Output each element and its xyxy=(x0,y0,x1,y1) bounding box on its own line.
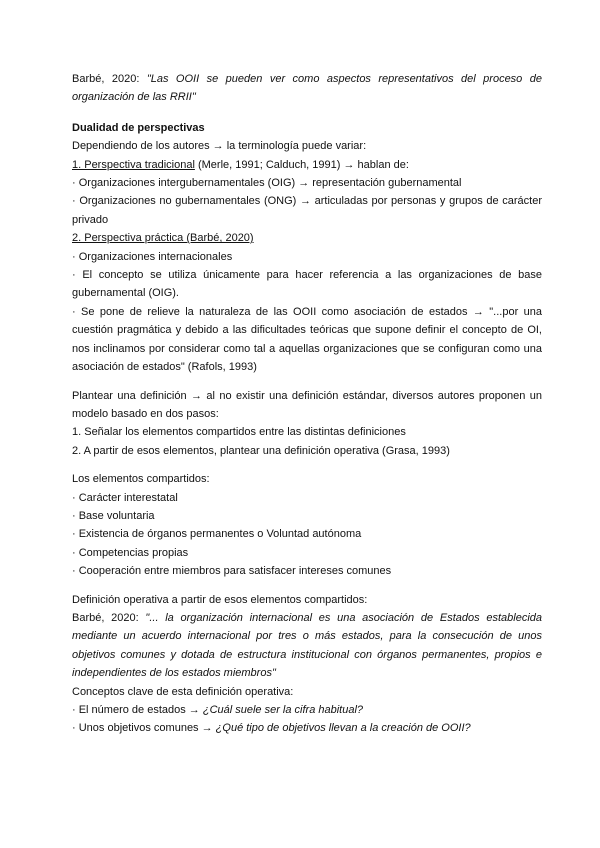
operativa-title: Definición operativa a partir de esos elementos compartidos: xyxy=(72,593,368,606)
definicion-paragraph-cont: modelo basado en dos pasos: xyxy=(72,407,219,420)
step-item: 2. A partir de esos elementos, plantear una definición operativa (Grasa, 1993) xyxy=(72,444,450,457)
section-title: Dualidad de perspectivas xyxy=(72,121,205,134)
list-item-continuation: cuestión pragmática y debido a las dificultades teóricas que supone definir el concepto de OI, xyxy=(72,324,542,337)
perspectiva-practica-heading: 2. Perspectiva práctica (Barbé, 2020) xyxy=(72,232,254,245)
list-item: · Competencias propias xyxy=(72,546,189,559)
elementos-title: Los elementos compartidos: xyxy=(72,473,210,486)
operativa-quote-line3: objetivos comunes y dotada de estructura institucional con órganos permanentes, propios e xyxy=(72,648,542,661)
quote1-line1: Barbé, 2020: "Las OOII se pueden ver como aspectos representativos del proceso de xyxy=(72,73,542,85)
operativa-quote-line2: mediante un acuerdo internacional por tres o más estados, para la consecución de unos xyxy=(72,630,542,643)
step-item: 1. Señalar los elementos compartidos entre las distintas definiciones xyxy=(72,426,406,439)
list-item: · Organizaciones internacionales xyxy=(72,250,233,263)
list-item: · Base voluntaria xyxy=(72,509,155,522)
list-item: · El concepto se utiliza únicamente para hacer referencia a las organizaciones de base xyxy=(72,269,542,282)
perspectiva-tradicional-heading: 1. Perspectiva tradicional (Merle, 1991; Calduch, 1991) → hablan de: xyxy=(72,158,409,171)
list-item-continuation: gubernamental (OIG). xyxy=(72,287,179,300)
list-item-continuation: asociación de estados" (Rafols, 1993) xyxy=(72,361,257,374)
intro-text: Dependiendo de los autores → la terminología puede variar: xyxy=(72,140,367,153)
list-item: · Organizaciones intergubernamentales (OIG) → representación gubernamental xyxy=(72,177,462,190)
concept-item: · Unos objetivos comunes → ¿Qué tipo de objetivos llevan a la creación de OOII? xyxy=(72,722,471,735)
document-page xyxy=(72,70,542,738)
operativa-quote-line1: Barbé, 2020: "... la organización internacional es una asociación de Estados establecida xyxy=(72,611,542,624)
concepts-title: Conceptos clave de esta definición operativa: xyxy=(72,685,294,698)
operativa-quote-line4: independientes de los estados miembros" xyxy=(72,667,276,680)
list-item-continuation: privado xyxy=(72,213,109,226)
list-item: · Cooperación entre miembros para satisfacer intereses comunes xyxy=(72,565,392,578)
list-item: · Existencia de órganos permanentes o Voluntad autónoma xyxy=(72,528,362,541)
list-item: · Carácter interestatal xyxy=(72,491,178,504)
list-item-continuation: nos inclinamos por considerar como tal a aquellas organizaciones que se configuran como una xyxy=(72,342,542,355)
list-item: · Se pone de relieve la naturaleza de las OOII como asociación de estados → "...por una xyxy=(72,305,542,318)
definicion-paragraph: Plantear una definición → al no existir una definición estándar, diversos autores proponen un xyxy=(72,389,542,402)
concept-item: · El número de estados → ¿Cuál suele ser la cifra habitual? xyxy=(72,704,364,716)
quote1-line2: organización de las RRII" xyxy=(72,91,196,104)
list-item: · Organizaciones no gubernamentales (ONG) → articuladas por personas y grupos de carácter xyxy=(72,195,542,208)
